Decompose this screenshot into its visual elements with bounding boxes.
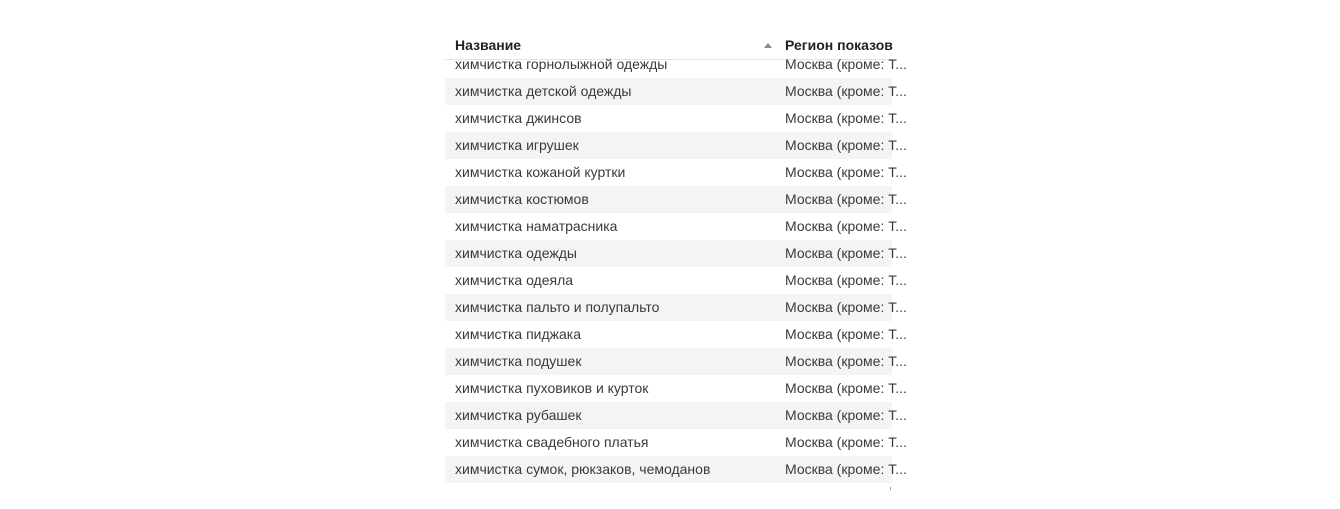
cell-region: Москва (кроме: Т... bbox=[785, 191, 907, 207]
cell-keyword-name: химчистка горнолыжной одежды bbox=[455, 56, 668, 72]
table-row[interactable] bbox=[445, 159, 907, 186]
cell-keyword-name: химчистка пуховиков и курток bbox=[455, 380, 649, 396]
cell-keyword-name: химчистка детской одежды bbox=[455, 83, 632, 99]
table-row[interactable] bbox=[445, 456, 907, 483]
table-row[interactable] bbox=[445, 132, 907, 159]
table-row[interactable] bbox=[445, 186, 907, 213]
cell-keyword-name: химчистка одеяла bbox=[455, 272, 574, 288]
table-row[interactable] bbox=[445, 321, 907, 348]
sort-ascending-icon[interactable] bbox=[764, 43, 772, 48]
table-row[interactable] bbox=[445, 429, 907, 456]
table-row[interactable] bbox=[445, 348, 907, 375]
cell-keyword-name: химчистка сумок, рюкзаков, чемоданов bbox=[455, 461, 711, 477]
cell-region: Москва (кроме: Т... bbox=[785, 164, 907, 180]
cell-region: Москва (кроме: Т... bbox=[785, 56, 907, 72]
keywords-table bbox=[445, 28, 907, 483]
column-header-region[interactable]: Регион показов bbox=[785, 37, 893, 53]
column-header-name[interactable]: Название bbox=[455, 37, 522, 53]
table-row[interactable] bbox=[445, 267, 907, 294]
scroll-edge-mark bbox=[890, 487, 891, 490]
cell-keyword-name: химчистка рубашек bbox=[455, 407, 582, 423]
cell-region: Москва (кроме: Т... bbox=[785, 110, 907, 126]
cell-region: Москва (кроме: Т... bbox=[785, 461, 907, 477]
table-row[interactable] bbox=[445, 78, 907, 105]
cell-keyword-name: химчистка костюмов bbox=[455, 191, 589, 207]
cell-region: Москва (кроме: Т... bbox=[785, 380, 907, 396]
table-row[interactable] bbox=[445, 213, 907, 240]
cell-region: Москва (кроме: Т... bbox=[785, 299, 907, 315]
cell-region: Москва (кроме: Т... bbox=[785, 434, 907, 450]
table-row[interactable] bbox=[445, 402, 907, 429]
table-row[interactable] bbox=[445, 294, 907, 321]
cell-keyword-name: химчистка джинсов bbox=[455, 110, 582, 126]
table-row[interactable] bbox=[445, 375, 907, 402]
cell-keyword-name: химчистка игрушек bbox=[455, 137, 579, 153]
cell-region: Москва (кроме: Т... bbox=[785, 218, 907, 234]
cell-region: Москва (кроме: Т... bbox=[785, 353, 907, 369]
table-row[interactable] bbox=[445, 51, 907, 78]
cell-region: Москва (кроме: Т... bbox=[785, 245, 907, 261]
cell-region: Москва (кроме: Т... bbox=[785, 83, 907, 99]
cell-keyword-name: химчистка пиджака bbox=[455, 326, 582, 342]
cell-keyword-name: химчистка наматрасника bbox=[455, 218, 618, 234]
table-row[interactable] bbox=[445, 105, 907, 132]
cell-region: Москва (кроме: Т... bbox=[785, 137, 907, 153]
cell-keyword-name: химчистка пальто и полупальто bbox=[455, 299, 660, 315]
cell-keyword-name: химчистка одежды bbox=[455, 245, 577, 261]
table-row[interactable] bbox=[445, 240, 907, 267]
cell-keyword-name: химчистка свадебного платья bbox=[455, 434, 649, 450]
table-body bbox=[445, 51, 907, 483]
cell-region: Москва (кроме: Т... bbox=[785, 272, 907, 288]
cell-keyword-name: химчистка кожаной куртки bbox=[455, 164, 626, 180]
cell-region: Москва (кроме: Т... bbox=[785, 326, 907, 342]
cell-keyword-name: химчистка подушек bbox=[455, 353, 582, 369]
cell-region: Москва (кроме: Т... bbox=[785, 407, 907, 423]
